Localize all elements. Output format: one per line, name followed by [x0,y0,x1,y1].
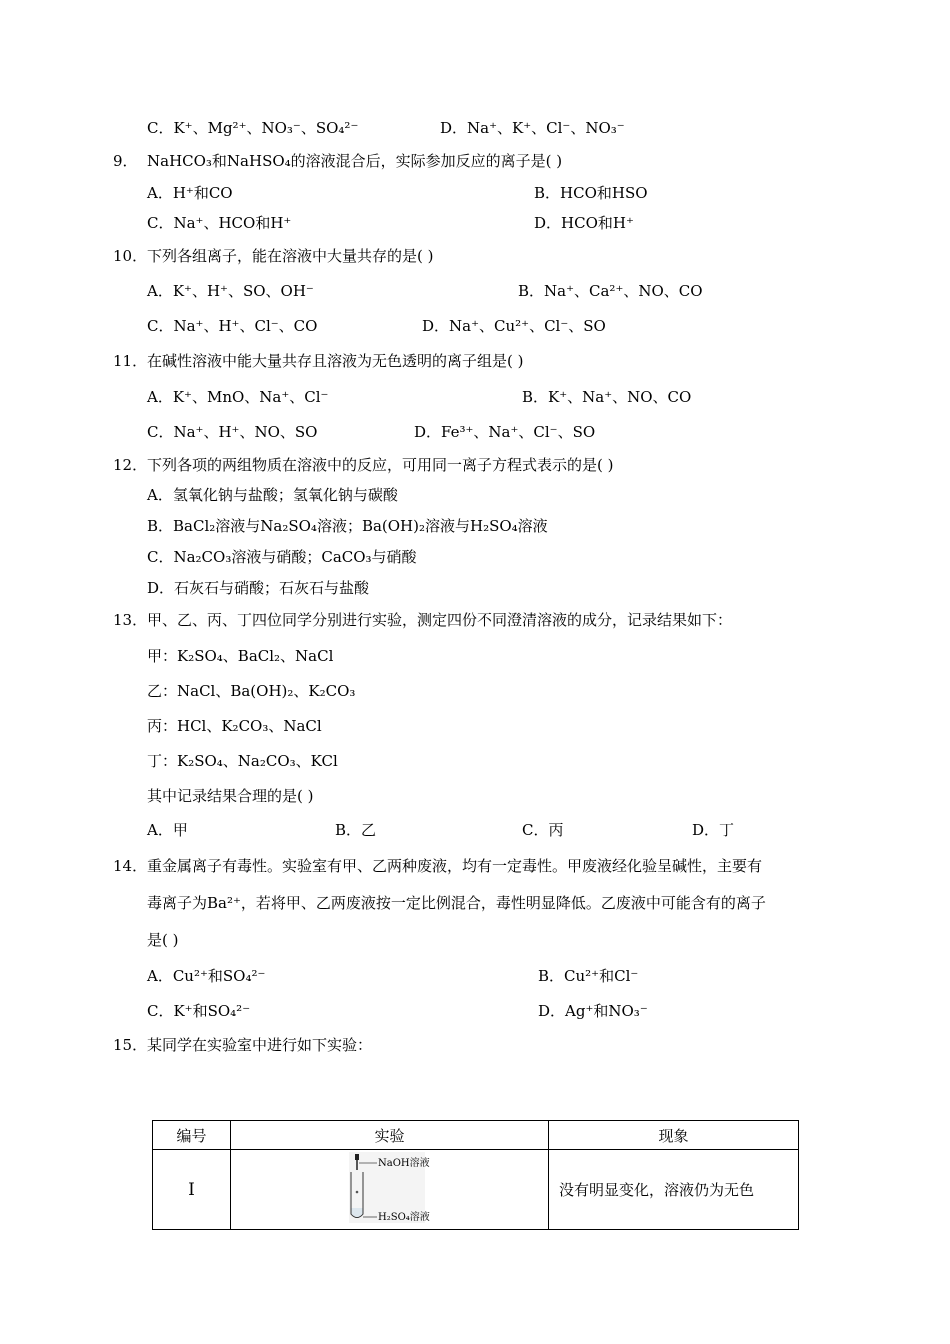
q15-stem: 某同学在实验室中进行如下实验： [147,1036,373,1054]
q11-option-c: C．Na⁺、H⁺、NO、SO [147,423,318,441]
q10-option-c: C．Na⁺、H⁺、Cl⁻、CO [147,317,318,335]
q13-option-d: D．丁 [692,821,735,839]
q13-record-ding: 丁：K₂SO₄、Na₂CO₃、KCl [147,752,338,770]
experiment-table [152,1120,799,1230]
q10-number: 10． [113,247,148,265]
q14-number: 14． [113,857,148,875]
q14-option-a: A．Cu²⁺和SO₄²⁻ [147,967,266,985]
q10-option-d: D．Na⁺、Cu²⁺、Cl⁻、SO [422,317,606,335]
q9-option-a: A．H⁺和CO [147,184,233,202]
q9-stem: NaHCO₃和NaHSO₄的溶液混合后，实际参加反应的离子是( ) [147,152,563,170]
q14-stem-line-3: 是( ) [147,931,179,949]
phenomenon-cell: 没有明显变化，溶液仍为无色 [549,1150,799,1230]
q10-stem: 下列各组离子，能在溶液中大量共存的是( ) [147,247,434,265]
falling-drop [356,1191,359,1194]
q14-option-c: C．K⁺和SO₄²⁻ [147,1002,251,1020]
q12-option-a: A．氢氧化钠与盐酸；氢氧化钠与碳酸 [147,486,398,504]
test-tube-diagram [231,1150,549,1225]
q10-option-a: A．K⁺、H⁺、SO、OH⁻ [147,282,314,300]
q13-record-yi: 乙：NaCl、Ba(OH)₂、K₂CO₃ [147,682,356,700]
q9-option-c: C．Na⁺、HCO和H⁺ [147,214,292,232]
q9-number: 9． [113,152,138,170]
q8-option-d: D．Na⁺、K⁺、Cl⁻、NO₃⁻ [440,119,625,137]
q11-stem: 在碱性溶液中能大量共存且溶液为无色透明的离子组是( ) [147,352,524,370]
header-phenomenon: 现象 [549,1121,799,1150]
q13-option-c: C．丙 [522,821,564,839]
q11-option-d: D．Fe³⁺、Na⁺、Cl⁻、SO [414,423,596,441]
q13-prompt: 其中记录结果合理的是( ) [147,787,314,805]
table-row [153,1150,799,1230]
header-experiment: 实验 [231,1121,549,1150]
q12-stem: 下列各项的两组物质在溶液中的反应，可用同一离子方程式表示的是( ) [147,456,614,474]
q12-option-d: D．石灰石与硝酸；石灰石与盐酸 [147,579,370,597]
q9-option-b: B．HCO和HSO [534,184,648,202]
row-id: Ⅰ [153,1150,231,1230]
q9-option-d: D．HCO和H⁺ [534,214,634,232]
q11-option-b: B．K⁺、Na⁺、NO、CO [522,388,692,406]
q12-option-b: B．BaCl₂溶液与Na₂SO₄溶液；Ba(OH)₂溶液与H₂SO₄溶液 [147,517,548,535]
q11-number: 11． [113,352,148,370]
q13-option-b: B．乙 [335,821,377,839]
q14-stem-line-1: 重金属离子有毒性。实验室有甲、乙两种废液，均有一定毒性。甲废液经化验呈碱性，主要有 [147,857,763,875]
q13-stem: 甲、乙、丙、丁四位同学分别进行实验，测定四份不同澄清溶液的成分，记录结果如下： [147,611,733,629]
header-number: 编号 [153,1121,231,1150]
bottom-reagent-label: H₂SO₄溶液 [378,1212,430,1223]
experiment-cell [231,1150,549,1230]
q13-record-bing: 丙：HCl、K₂CO₃、NaCl [147,717,322,735]
q8-option-c: C．K⁺、Mg²⁺、NO₃⁻、SO₄²⁻ [147,119,359,137]
table-header-row [153,1121,799,1150]
dropper-bulb [355,1154,359,1160]
q10-option-b: B．Na⁺、Ca²⁺、NO、CO [518,282,703,300]
q13-option-a: A．甲 [147,821,188,839]
q12-option-c: C．Na₂CO₃溶液与硝酸；CaCO₃与硝酸 [147,548,417,566]
top-reagent-label: NaOH溶液 [378,1158,430,1169]
q12-number: 12． [113,456,148,474]
q14-option-d: D．Ag⁺和NO₃⁻ [538,1002,648,1020]
q14-stem-line-2: 毒离子为Ba²⁺，若将甲、乙两废液按一定比例混合，毒性明显降低。乙废液中可能含有的离子 [147,894,766,912]
q11-option-a: A．K⁺、MnO、Na⁺、Cl⁻ [147,388,329,406]
q14-option-b: B．Cu²⁺和Cl⁻ [538,967,639,985]
q15-number: 15． [113,1036,148,1054]
q13-number: 13． [113,611,148,629]
q13-record-jia: 甲：K₂SO₄、BaCl₂、NaCl [147,647,334,665]
